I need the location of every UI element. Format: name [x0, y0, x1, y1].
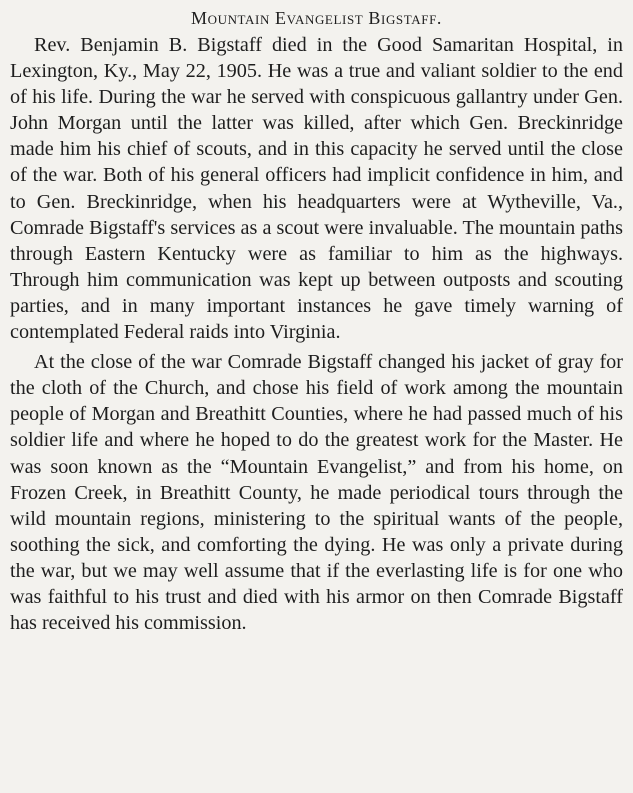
article-paragraph-2: At the close of the war Comrade Bigstaff changed his jacket of gray for the cloth of the Church, and chose his field of work among the mountain people of Morgan and Breathitt Counties, where he had passed much of his soldier life and where he hoped to do the greatest work for the Master. He was soon known as the “Mountain Evangelist,” and from his home, on Frozen Creek, in Breathitt County, he made periodical tours through the wild mountain regions, ministering to the spiritual wants of the people, soothing the sick, and comforting the dying. He was only a private during the war, but we may well assume that if the everlasting life is for one who was faithful to his trust and died with his armor on then Comrade Bigstaff has received his commission.	[10, 351, 623, 635]
article-title: Mountain Evangelist Bigstaff.	[190, 8, 443, 28]
document-page	[0, 6, 633, 793]
article-paragraph-1: Rev. Benjamin B. Bigstaff died in the Good Samaritan Hospital, in Lexington, Ky., May 22, 1905. He was a true and valiant soldier to the end of his life. During the war he served with conspicuous gallantry under Gen. John Morgan until the latter was killed, after which Gen. Breckinridge made him his chief of scouts, and in this capacity he served until the close of the war. Both of his general officers had implicit confidence in him, and to Gen. Breckinridge, when his headquarters were at Wytheville, Va., Comrade Bigstaff's services as a scout were invaluable. The mountain paths through Eastern Kentucky were as familiar to him as the highways. Through him communication was kept up between outposts and scouting parties, and in many important instances he gave timely warning of contemplated Federal raids into Virginia.	[10, 34, 623, 344]
